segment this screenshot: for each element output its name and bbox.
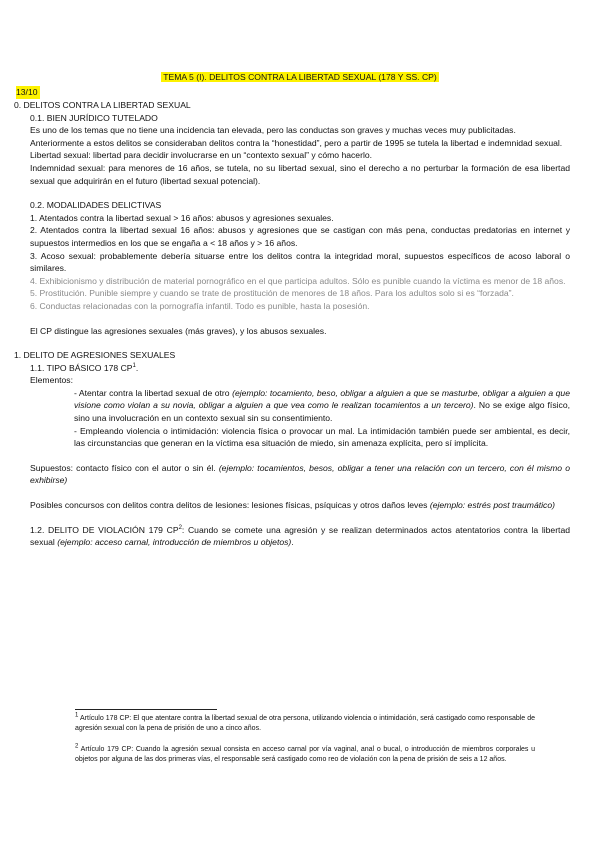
paragraph: Supuestos: contacto físico con el autor o sin él. (ejemplo: tocamientos, besos, obligar a tener una relación con un tercero, con él mismo o exhibirse) [30, 462, 570, 486]
title-block [0, 71, 600, 84]
section-1-1-heading: 1.1. TIPO BÁSICO 178 $CP^1$. [30, 362, 139, 373]
list-item: 1. Atentados contra la libertad sexual > 16 años: abusos y agresiones sexuales. [30, 212, 334, 223]
footnote-ref: 2 [178, 524, 182, 531]
date-label: 13/10 [16, 87, 38, 97]
paragraph: Indemnidad sexual: para menores de 16 años, se tutela, no su libertad sexual, sino el derecho a no perturbar la formación de esa libertad sexual que adquirirán en el futuro (libertad sexual potencial). [30, 162, 570, 186]
section-0-1-heading: 0.1. BIEN JURÍDICO TUTELADO [30, 112, 158, 123]
paragraph: El CP distingue las agresiones sexuales (más graves), y los abusos sexuales. [30, 325, 327, 336]
document-body [0, 99, 600, 549]
paragraph: Anteriormente a estos delitos se consideraban delitos contra la “honestidad”, pero a partir de 1995 se tutela la libertad e indemnidad sexual. [30, 137, 563, 148]
paragraph: Es uno de los temas que no tiene una incidencia tan elevada, pero las conductas son graves y muchas veces muy publicitadas. [30, 125, 516, 136]
footnote: $^1$ Artículo 178 CP: El que atentare contra la libertad sexual de otra persona, utilizando violencia o intimidación, será castigado como responsable de agresión sexual con la pena de prisión de uno a cinco años. [75, 712, 536, 732]
footnote: $^2$ Artículo 179 CP: Cuando la agresión sexual consista en acceso carnal por vía vaginal, anal o bucal, o introducción de miembros corporales u objetos por alguna de las dos primeras vías, el responsable será castigado como reo de violación con la pena de prisión de seis a 12 años. [75, 743, 536, 763]
elementos-label: Elementos: [30, 375, 73, 386]
footnote-ref: 1 [132, 362, 136, 369]
section-1-heading: 1. DELITO DE AGRESIONES SEXUALES [14, 350, 176, 361]
section-0-heading: 0. DELITOS CONTRA LA LIBERTAD SEXUAL [14, 100, 191, 110]
section-1-2-paragraph: 1.2. DELITO DE VIOLACIÓN 179 $CP^2$: Cuando se comete una agresión y se realizan determinados actos atentatorios contra la libertad sexual (ejemplo: acceso carnal, introducción de miembros u objetos). [30, 524, 570, 548]
list-item: 3. Acoso sexual: probablemente debería situarse entre los delitos contra la integridad moral, supuestos específicos de acoso laboral o similares. [30, 250, 570, 274]
bullet-item: - Atentar contra la libertad sexual de otro (ejemplo: tocamiento, beso, obligar a alguien a que se masturbe, obligar a alguien a que visione como violan a su novia, obligar a alguien a que vea como le realizan tocamientos a un tercero). No se exige algo físico, sino una involucración en un contexto sexual sin su consentimiento. [74, 387, 570, 424]
page-title: TEMA 5 (I). DELITOS CONTRA LA LIBERTAD SEXUAL (178 Y SS. CP) [163, 72, 437, 82]
list-item: 6. Conductas relacionadas con la pornografía infantil. Todo es punible, hasta la posesión. [30, 300, 370, 311]
paragraph: Libertad sexual: libertad para decidir involucrarse en un “contexto sexual” y cómo hacerlo. [30, 150, 373, 161]
list-item: 2. Atentados contra la libertad sexual 16 años: abusos y agresiones que se castigan con más pena, conductas predatorias en internet y supuestos intermedios en los que se engaña a < 18 años y > 16 años. [30, 225, 570, 248]
list-item: 5. Prostitución. Punible siempre y cuando se trate de prostitución de menores de 18 años. Para los adultos solo si es “forzada”. [30, 288, 514, 299]
footnote-divider [75, 709, 217, 710]
bullet-item: - Empleando violencia o intimidación: violencia física o provocar un mal. La intimidación también puede ser ambiental, es decir, las circunstancias que generan en la víctima esa situación de miedo, sin amenaza explícita, pero sí implícita. [74, 425, 570, 449]
paragraph: Posibles concursos con delitos contra delitos de lesiones: lesiones físicas, psíquicas y otros daños leves (ejemplo: estrés post traumático) [30, 500, 555, 511]
list-item: 4. Exhibicionismo y distribución de material pornográfico en el que participa adultos. Sólo es punible cuando la víctima es menor de 18 años. [30, 275, 566, 286]
section-0-2-heading: 0.2. MODALIDADES DELICTIVAS [30, 200, 162, 211]
